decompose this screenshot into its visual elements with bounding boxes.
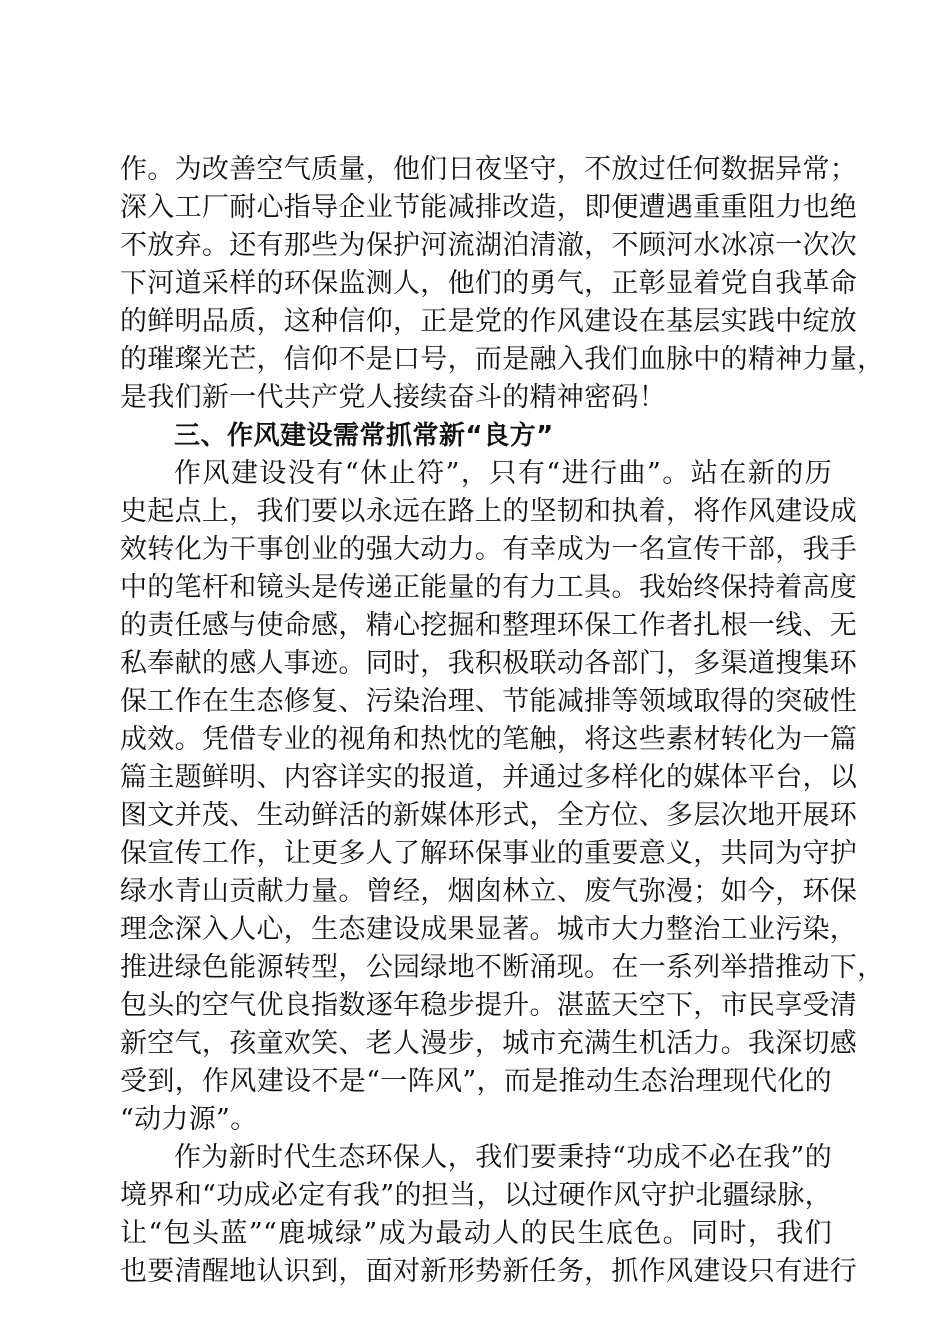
paragraph-1-line: 下河道采样的环保监测人，他们的勇气，正彰显着党自我革命	[120, 268, 858, 299]
paragraph-2-line: 私奉献的感人事迹。同时，我积极联动各部门，多渠道搜集环	[120, 648, 858, 679]
paragraph-2-line: “动力源”。	[120, 1104, 258, 1135]
paragraph-2-line: 的责任感与使命感，精心挖掘和整理环保工作者扎根一线、无	[120, 610, 858, 641]
paragraph-2-line: 作风建设没有“休止符”，只有“进行曲”。站在新的历	[174, 458, 832, 489]
paragraph-1-line: 不放弃。还有那些为保护河流湖泊清澈，不顾河水冰凉一次次	[120, 230, 858, 261]
paragraph-2-line: 中的笔杆和镜头是传递正能量的有力工具。我始终保持着高度	[120, 572, 858, 603]
paragraph-2-line: 史起点上，我们要以永远在路上的坚韧和执着，将作风建设成	[120, 496, 858, 527]
paragraph-2-line: 篇主题鲜明、内容详实的报道，并通过多样化的媒体平台，以	[120, 762, 858, 793]
paragraph-1-line: 的璀璨光芒，信仰不是口号，而是融入我们血脉中的精神力量，	[120, 344, 885, 375]
paragraph-2-line: 保工作在生态修复、污染治理、节能减排等领域取得的突破性	[120, 686, 858, 717]
paragraph-2-line: 保宣传工作，让更多人了解环保事业的重要意义，共同为守护	[120, 838, 858, 869]
paragraph-1-line: 的鲜明品质，这种信仰，正是党的作风建设在基层实践中绽放	[120, 306, 858, 337]
paragraph-1-line: 深入工厂耐心指导企业节能减排改造，即便遭遇重重阻力也绝	[120, 192, 858, 223]
paragraph-3-line: 境界和“功成必定有我”的担当，以过硬作风守护北疆绿脉，	[120, 1180, 832, 1211]
paragraph-2-line: 理念深入人心，生态建设成果显著。城市大力整治工业污染，	[120, 914, 858, 945]
paragraph-1-line: 作。为改善空气质量，他们日夜坚守，不放过任何数据异常；	[120, 154, 858, 185]
paragraph-3-line: 让“包头蓝”“鹿城绿”成为最动人的民生底色。同时，我们	[120, 1218, 832, 1249]
paragraph-2-line: 推进绿色能源转型，公园绿地不断涌现。在一系列举措推动下，	[120, 952, 885, 983]
paragraph-2-line: 绿水青山贡献力量。曾经，烟囱林立、废气弥漫；如今，环保	[120, 876, 858, 907]
paragraph-2-line: 成效。凭借专业的视角和热忱的笔触，将这些素材转化为一篇	[120, 724, 858, 755]
paragraph-2-line: 效转化为干事创业的强大动力。有幸成为一名宣传干部，我手	[120, 534, 858, 565]
paragraph-1-line: 是我们新一代共产党人接续奋斗的精神密码！	[120, 382, 666, 413]
paragraph-2-line: 图文并茂、生动鲜活的新媒体形式，全方位、多层次地开展环	[120, 800, 858, 831]
section-heading: 三、作风建设需常抓常新“良方”	[174, 421, 554, 451]
paragraph-3-line: 也要清醒地认识到，面对新形势新任务，抓作风建设只有进行	[120, 1256, 858, 1287]
paragraph-2-line: 包头的空气优良指数逐年稳步提升。湛蓝天空下，市民享受清	[120, 990, 858, 1021]
paragraph-2-line: 受到，作风建设不是“一阵风”，而是推动生态治理现代化的	[120, 1066, 832, 1097]
paragraph-3-line: 作为新时代生态环保人，我们要秉持“功成不必在我”的	[174, 1142, 832, 1173]
paragraph-2-line: 新空气，孩童欢笑、老人漫步，城市充满生机活力。我深切感	[120, 1028, 858, 1059]
